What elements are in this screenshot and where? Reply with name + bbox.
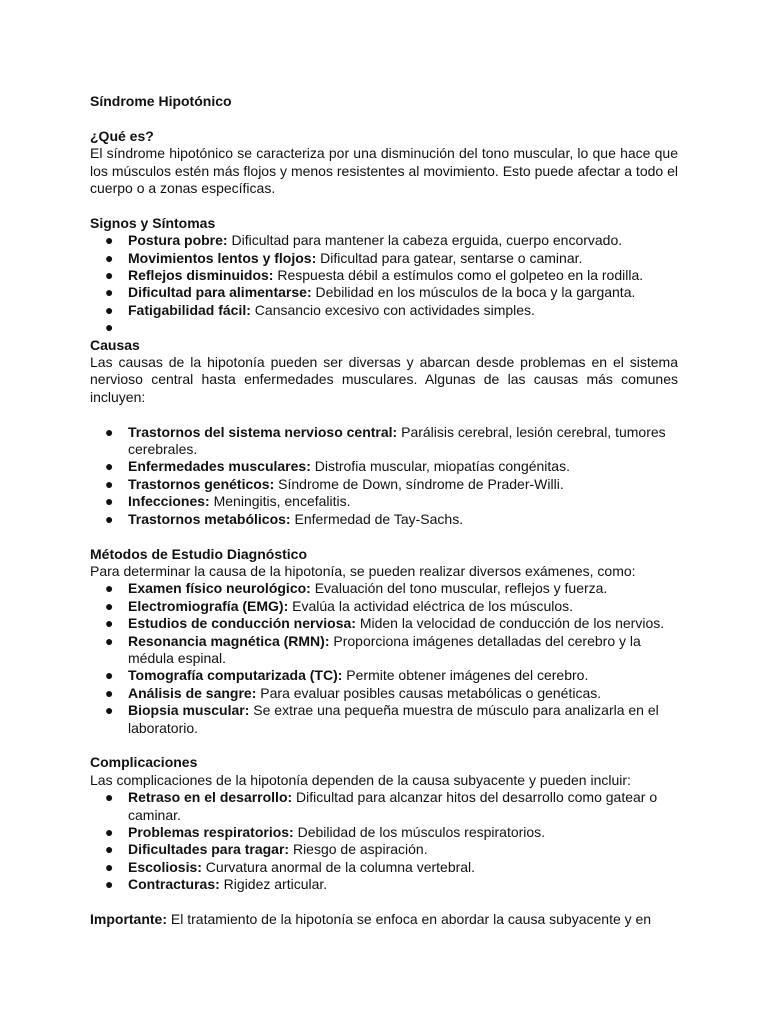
list-item <box>90 511 678 528</box>
bullet-icon: ● <box>105 319 114 336</box>
list-item-description: Riesgo de aspiración. <box>289 841 428 858</box>
bullet-icon: ● <box>105 267 114 284</box>
list-item <box>90 702 678 737</box>
list-item <box>90 615 678 632</box>
list-item-term: Examen físico neurológico: <box>128 580 311 597</box>
bullet-icon: ● <box>105 493 114 510</box>
list-item-term: Retraso en el desarrollo: <box>128 789 293 806</box>
list-item <box>90 876 678 893</box>
list-item-description: Evalúa la actividad eléctrica de los músculos. <box>288 597 574 614</box>
list-item <box>90 476 678 493</box>
list-item <box>90 598 678 615</box>
complicaciones-paragraph: Las complicaciones de la hipotonía dependen de la causa subyacente y pueden incluir: <box>90 771 631 788</box>
list-item-term: Dificultades para tragar: <box>128 841 290 858</box>
list-item-description: Distrofia muscular, miopatías congénitas. <box>310 458 570 475</box>
list-item-term: Trastornos metabólicos: <box>128 510 291 527</box>
importante-label: Importante: <box>90 911 167 927</box>
list-item <box>90 232 678 249</box>
bullet-icon: ● <box>105 858 114 875</box>
bullet-icon: ● <box>105 615 114 632</box>
list-item <box>90 493 678 510</box>
que-es-paragraph: El síndrome hipotónico se caracteriza por una disminución del tono muscular, lo que hace que los músculos estén más flojos y menos resistentes al movimiento. Esto puede afectar a todo el cuerpo o a zonas específicas. <box>90 145 678 197</box>
list-item-description: Debilidad de los músculos respiratorios. <box>293 823 546 840</box>
list-item-description: Meningitis, encefalitis. <box>209 493 351 510</box>
list-item-description: Parálisis cerebral, lesión cerebral, tumores cerebrales. <box>128 423 666 458</box>
section-heading-complicaciones: Complicaciones <box>90 754 198 771</box>
list-item <box>90 685 678 702</box>
list-item-term: Movimientos lentos y flojos: <box>128 249 317 266</box>
bullet-icon: ● <box>105 510 114 527</box>
list-item-description: Curvatura anormal de la columna vertebral. <box>201 858 476 875</box>
list-item-term: Resonancia magnética (RMN): <box>128 632 330 649</box>
list-item <box>90 859 678 876</box>
list-item-description: Proporciona imágenes detalladas del cerebro y la médula espinal. <box>128 632 641 666</box>
list-item-term: Tomografía computarizada (TC): <box>128 667 343 684</box>
bullet-icon: ● <box>105 876 114 893</box>
list-item-term: Biopsia muscular: <box>128 702 250 719</box>
importante-text: El tratamiento de la hipotonía se enfoca en abordar la causa subyacente y en <box>167 911 652 927</box>
list-item-description: Cansancio excesivo con actividades simples. <box>250 301 535 318</box>
list-item-term: Postura pobre: <box>128 232 228 249</box>
bullet-icon: ● <box>105 702 114 719</box>
list-item-term: Escoliosis: <box>128 858 202 875</box>
list-item-description: Rigidez articular. <box>219 876 328 893</box>
list-item-description: Para evaluar posibles causas metabólicas o genéticas. <box>256 684 602 701</box>
list-item <box>90 319 678 336</box>
complicaciones-list <box>90 789 678 893</box>
bullet-icon: ● <box>105 475 114 492</box>
bullet-icon: ● <box>105 423 114 440</box>
document-title: Síndrome Hipotónico <box>90 93 232 109</box>
bullet-icon: ● <box>105 249 114 266</box>
list-item-term: Infecciones: <box>128 493 210 510</box>
list-item-term: Fatigabilidad fácil: <box>128 301 251 318</box>
bullet-icon: ● <box>105 684 114 701</box>
list-item-term: Trastornos genéticos: <box>128 475 275 492</box>
section-heading-que-es: ¿Qué es? <box>90 127 154 144</box>
list-item-description: Dificultad para mantener la cabeza erguida, cuerpo encorvado. <box>227 232 623 249</box>
list-item-term: Estudios de conducción nerviosa: <box>128 615 356 632</box>
list-item-term: Problemas respiratorios: <box>128 823 294 840</box>
list-item-term: Contracturas: <box>128 876 220 893</box>
list-item-description: Permite obtener imágenes del cerebro. <box>342 667 589 684</box>
list-item <box>90 824 678 841</box>
bullet-icon: ● <box>105 284 114 301</box>
signos-list <box>90 232 678 336</box>
bullet-icon: ● <box>105 823 114 840</box>
document-page <box>90 93 678 928</box>
bullet-icon: ● <box>105 841 114 858</box>
list-item-description: Enfermedad de Tay-Sachs. <box>290 510 464 527</box>
list-item-term: Reflejos disminuidos: <box>128 267 274 284</box>
list-item-term: Análisis de sangre: <box>128 684 257 701</box>
list-item <box>90 580 678 597</box>
bullet-icon: ● <box>105 789 114 806</box>
list-item-description: Evaluación del tono muscular, reflejos y fuerza. <box>310 580 608 597</box>
list-item-term: Dificultad para alimentarse: <box>128 284 312 301</box>
list-item-description: Miden la velocidad de conducción de los nervios. <box>355 615 665 632</box>
bullet-icon: ● <box>105 580 114 597</box>
list-item <box>90 250 678 267</box>
section-heading-metodos: Métodos de Estudio Diagnóstico <box>90 545 308 562</box>
bullet-icon: ● <box>105 632 114 649</box>
list-item-term: Enfermedades musculares: <box>128 458 311 475</box>
importante-paragraph <box>90 911 678 928</box>
list-item <box>90 841 678 858</box>
metodos-paragraph: Para determinar la causa de la hipotonía, se pueden realizar diversos exámenes, como: <box>90 562 636 579</box>
causas-list <box>90 424 678 528</box>
bullet-icon: ● <box>105 458 114 475</box>
list-item <box>90 667 678 684</box>
list-item-description: Dificultad para gatear, sentarse o caminar. <box>316 249 583 266</box>
list-item-term: Trastornos del sistema nervioso central: <box>128 423 398 440</box>
list-item <box>90 633 678 668</box>
bullet-icon: ● <box>105 301 114 318</box>
bullet-icon: ● <box>105 597 114 614</box>
bullet-icon: ● <box>105 667 114 684</box>
list-item <box>90 458 678 475</box>
list-item <box>90 302 678 319</box>
metodos-list <box>90 580 678 737</box>
bullet-icon: ● <box>105 232 114 249</box>
section-heading-causas: Causas <box>90 336 140 353</box>
list-item-description: Dificultad para alcanzar hitos del desarrollo como gatear o caminar. <box>128 789 658 823</box>
list-item-description: Se extrae una pequeña muestra de músculo para analizarla en el laboratorio. <box>128 702 659 736</box>
list-item <box>90 424 678 459</box>
section-heading-signos: Signos y Síntomas <box>90 214 216 231</box>
list-item <box>90 284 678 301</box>
list-item <box>90 267 678 284</box>
list-item-description: Debilidad en los músculos de la boca y la garganta. <box>311 284 636 301</box>
list-item-description: Respuesta débil a estímulos como el golpeteo en la rodilla. <box>273 267 644 284</box>
list-item-description: Síndrome de Down, síndrome de Prader-Willi. <box>274 475 564 492</box>
causas-paragraph: Las causas de la hipotonía pueden ser diversas y abarcan desde problemas en el sistema nervioso central hasta enfermedades musculares. Algunas de las causas más comunes incluyen: <box>90 354 678 405</box>
list-item-term: Electromiografía (EMG): <box>128 597 289 614</box>
list-item <box>90 789 678 824</box>
